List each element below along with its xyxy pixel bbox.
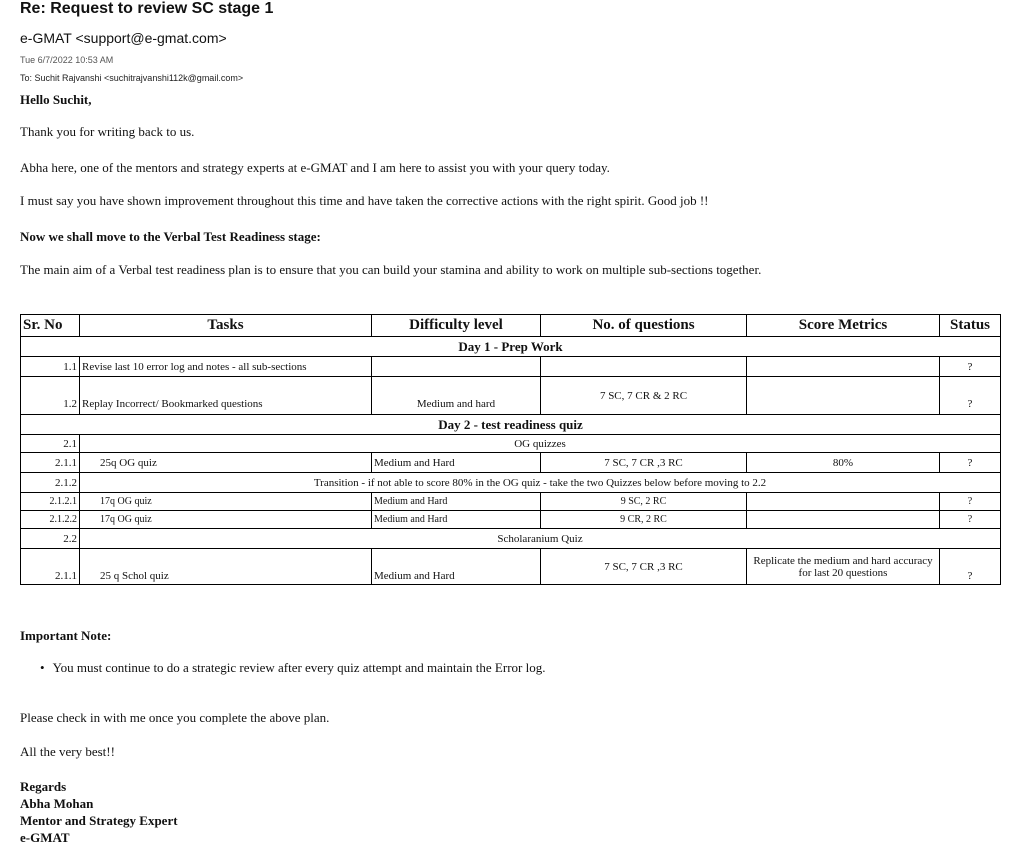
signature-regards: Regards (20, 779, 67, 794)
table-row: 2.1.2 Transition - if not able to score 80% in the OG quiz - take the two Quizzes below before moving to 2.2 (21, 473, 1001, 493)
sent-date: Tue 6/7/2022 10:53 AM (20, 55, 114, 65)
paragraph-5: The main aim of a Verbal test readiness plan is to ensure that you can build your stamina and ability to work on multiple sub-sections together. (20, 262, 762, 277)
closing-paragraph-1: Please check in with me once you complete the above plan. (20, 710, 330, 725)
recipient: To: Suchit Rajvanshi <suchitrajvanshi112k@gmail.com> (20, 73, 244, 83)
bullet-icon: • (40, 660, 45, 675)
plan-table (20, 314, 1001, 585)
signature-title: Mentor and Strategy Expert (20, 813, 178, 828)
header-status: Status (940, 315, 1001, 337)
table-header-row (21, 315, 1001, 337)
closing-paragraph-2: All the very best!! (20, 744, 115, 759)
header-sr-no: Sr. No (21, 315, 80, 337)
table-row: 1.1 Revise last 10 error log and notes - all sub-sections ? (21, 357, 1001, 377)
sender[interactable]: e-GMAT <support@e-gmat.com> (20, 30, 227, 46)
header-score: Score Metrics (747, 315, 940, 337)
important-note-bullet (40, 660, 545, 676)
paragraph-4: Now we shall move to the Verbal Test Readiness stage: (20, 229, 321, 244)
important-note-title: Important Note: (20, 628, 112, 643)
email-subject: Re: Request to review SC stage 1 (20, 0, 274, 17)
table-row: 2.1.1 25 q Schol quiz Medium and Hard 7 SC, 7 CR ,3 RC Replicate the medium and hard accuracy for last 20 questions ? (21, 549, 1001, 585)
header-difficulty: Difficulty level (372, 315, 541, 337)
day1-row: Day 1 - Prep Work (21, 337, 1001, 357)
header-questions: No. of questions (541, 315, 747, 337)
header-tasks: Tasks (80, 315, 372, 337)
day2-row: Day 2 - test readiness quiz (21, 415, 1001, 435)
paragraph-2: Abha here, one of the mentors and strategy experts at e-GMAT and I am here to assist you with your query today. (20, 160, 610, 175)
table-row: 2.1 OG quizzes (21, 435, 1001, 453)
signature-company: e-GMAT (20, 830, 70, 845)
table-row: 2.1.2.1 17q OG quiz Medium and Hard 9 SC, 2 RC ? (21, 493, 1001, 511)
greeting: Hello Suchit, (20, 92, 92, 107)
bullet-text: You must continue to do a strategic review after every quiz attempt and maintain the Error log. (52, 660, 546, 675)
table-row: 2.1.2.2 17q OG quiz Medium and Hard 9 CR, 2 RC ? (21, 511, 1001, 529)
table-row: 2.2 Scholaranium Quiz (21, 529, 1001, 549)
signature-name: Abha Mohan (20, 796, 94, 811)
paragraph-1: Thank you for writing back to us. (20, 124, 195, 139)
paragraph-3: I must say you have shown improvement throughout this time and have taken the corrective actions with the right spirit. Good job !! (20, 193, 709, 208)
table-row: 2.1.1 25q OG quiz Medium and Hard 7 SC, 7 CR ,3 RC 80% ? (21, 453, 1001, 473)
table-row: 1.2 Replay Incorrect/ Bookmarked questions Medium and hard 7 SC, 7 CR & 2 RC ? (21, 377, 1001, 415)
